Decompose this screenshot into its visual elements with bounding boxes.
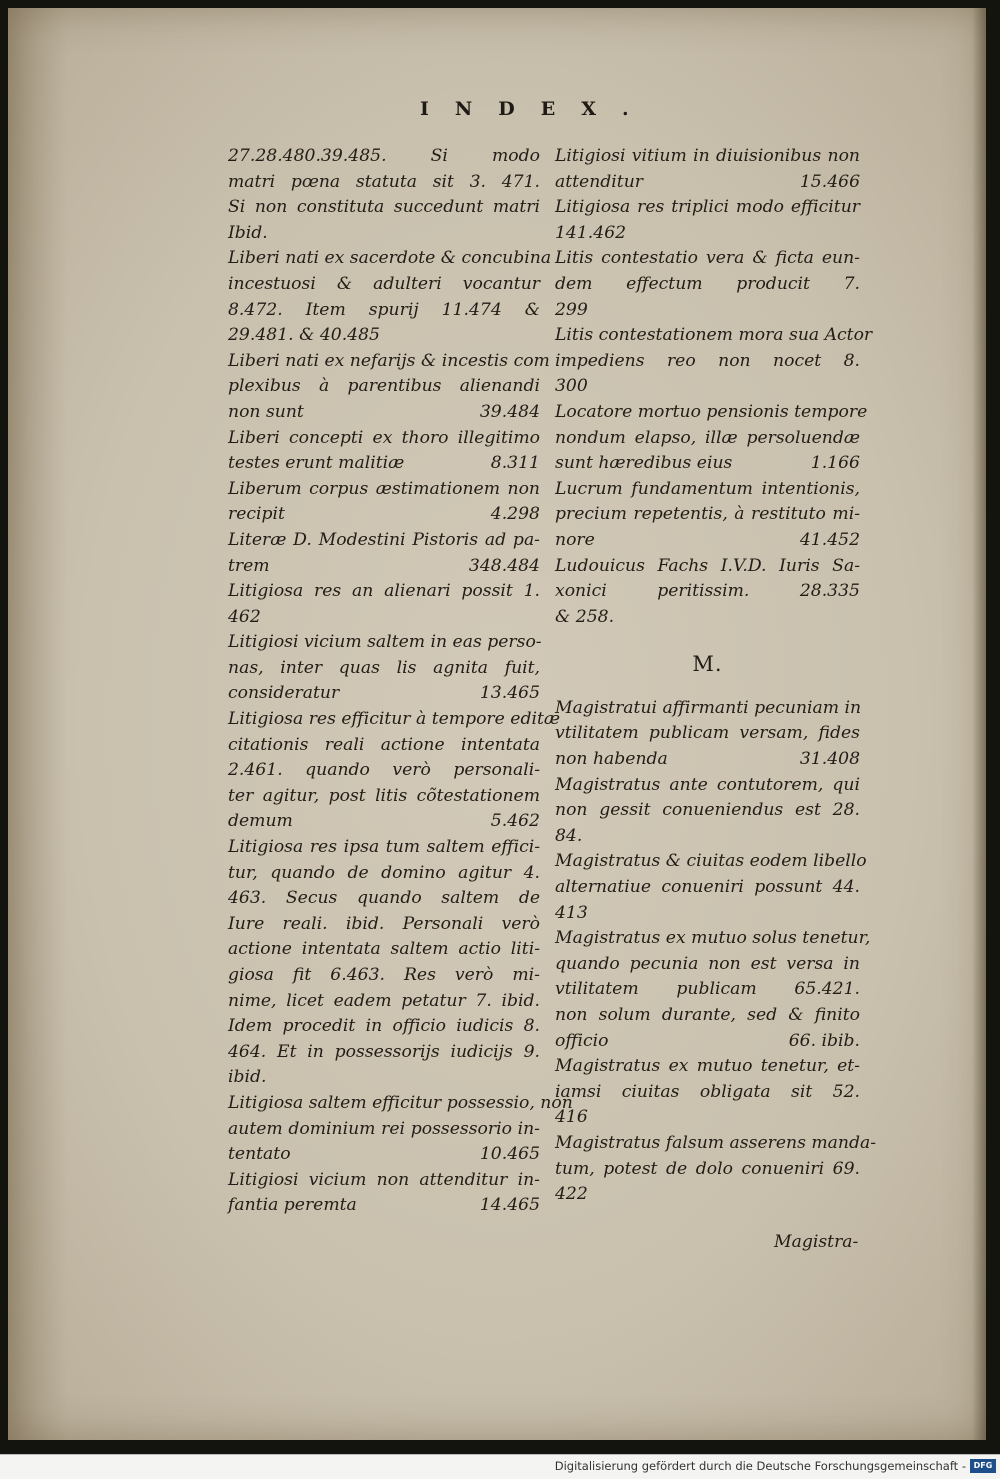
index-entry [555,400,868,477]
entry-line: Litigiosa res triplici modo efficitur [555,197,860,218]
entry-line: precium repetentis, à restituto mi- [555,504,860,525]
entry-line: Locatore mortuo pensionis tempore [555,401,868,422]
entry-line: Litis contestationem mora sua Actor [555,325,873,346]
entry-line: 84. [555,825,583,846]
entry-line: Ibid. [228,222,268,243]
entry-line: testes erunt malitiæ 8.311 [228,453,540,474]
entry-line: impediens reo non nocet 8. [555,350,860,371]
entry-line: Idem procedit in officio iudicis 8. [228,1016,540,1037]
index-entry [555,323,873,400]
index-entry [228,579,540,630]
entry-line: demum 5.462 [228,811,540,832]
entry-line: tur, quando de domino agitur 4. [228,862,540,883]
entry-line: Litis contestatio vera & ficta eun- [555,248,860,269]
entry-line: tum, potest de dolo conueniri 69. [555,1158,860,1179]
entry-line: recipit 4.298 [228,504,540,525]
entry-line: quando pecunia non est versa in [555,953,860,974]
gutter-shadow [8,8,68,1440]
entry-line: nore 41.452 [555,529,860,550]
index-entry [228,349,550,426]
entry-line: Litigiosa saltem efficitur possessio, non [228,1092,573,1113]
entry-line: xonici peritissim. 28.335 [555,581,860,602]
entry-line: Litigiosi vicium non attenditur in- [228,1169,540,1190]
entry-line: plexibus à parentibus alienandi [228,376,540,397]
entry-line: nime, licet eadem petatur 7. ibid. [228,990,540,1011]
entry-line: Lucrum fundamentum intentionis, [555,478,860,499]
entry-line: 299 [555,299,588,320]
entry-line: 422 [555,1184,588,1205]
entry-line: Litigiosa res efficitur à tempore editæ [228,709,561,730]
index-entry [228,630,540,707]
index-entry [228,426,540,477]
index-entry [228,528,540,579]
entry-line: Litigiosi vitium in diuisionibus non [555,146,860,166]
index-entry [228,477,540,528]
entry-line: ter agitur, post litis cõtestationem [228,785,540,806]
index-entry [228,144,540,246]
entry-line: nondum elapso, illæ persoluendæ [555,427,860,448]
footer-credit: Digitalisierung gefördert durch die Deutsche Forschungsgemeinschaft - [554,1459,966,1473]
entry-line: 300 [555,376,588,397]
entry-line: nas, inter quas lis agnita fuit, [228,657,540,678]
entry-line: vtilitatem publicam 65.421. [555,979,860,1000]
entry-line: giosa fit 6.463. Res verò mi- [228,965,540,985]
entry-line: 413 [555,902,588,923]
entry-line: citationis reali actione intentata [228,734,540,755]
entry-line: incestuosi & adulteri vocantur [228,273,540,294]
entry-line: Magistratus & ciuitas eodem libello [555,851,867,872]
entry-line: non habenda 31.408 [555,749,860,770]
index-entry [555,246,860,323]
digitization-footer [0,1454,1000,1479]
entry-line: Litigiosa res ipsa tum saltem effici- [228,837,540,858]
index-entry [555,477,860,554]
catchword: Magistra- [774,1232,859,1252]
entry-line: Magistratus ex mutuo tenetur, et- [555,1056,860,1077]
index-entry [555,926,871,1054]
index-entry [555,1054,860,1131]
index-entry [228,707,561,835]
entry-line: ibid. [228,1067,267,1088]
section-letter-m: M. [692,652,723,677]
index-column-right [555,144,877,1208]
entry-line: trem 348.484 [228,555,540,576]
entry-line: Magistratus ex mutuo solus tenetur, [555,928,871,949]
entry-line: consideratur 13.465 [228,683,540,704]
index-entries-l [555,144,873,630]
entry-line: Liberi nati ex sacerdote & concubina [228,248,552,269]
dfg-logo: DFG [970,1459,996,1473]
entry-line: Magistratus falsum asserens manda- [555,1132,877,1153]
index-entry [555,195,860,246]
entry-line: 416 [555,1107,588,1128]
index-entry [228,246,552,348]
entry-line: 8.472. Item spurij 11.474 & [228,299,540,320]
index-entry [555,554,860,631]
entry-line: Liberi concepti ex thoro illegitimo [228,427,540,448]
running-head: INDEX. [420,98,655,120]
entry-line: autem dominium rei possessorio in- [228,1118,540,1139]
entry-line: Literæ D. Modestini Pistoris ad pa- [228,529,540,550]
entry-line: actione intentata saltem actio liti- [228,939,540,960]
entry-line: & 258. [555,606,615,627]
entry-line: 462 [228,606,261,627]
entry-line: 463. Secus quando saltem de [228,888,540,909]
entry-line: non sunt 39.484 [228,401,540,422]
entry-line: 2.461. quando verò personali- [228,760,540,781]
index-entries-m [555,696,877,1208]
index-entry [228,835,540,1091]
entry-line: 141.462 [555,222,627,243]
index-entry [555,696,860,773]
entry-line: matri pœna statuta sit 3. 471. [228,171,540,192]
entry-line: Litigiosi vicium saltem in eas perso- [228,632,542,653]
entry-line: Magistratui affirmanti pecuniam in [555,697,862,718]
entry-line: Si non constituta succedunt matri [228,197,540,218]
index-entry [228,1168,540,1219]
entry-line: dem effectum producit 7. [555,273,860,294]
entry-line: alternatiue conueniri possunt 44. [555,877,860,898]
page-edge-shadow [972,8,986,1440]
entry-line: sunt hæredibus eius 1.166 [555,453,860,474]
entry-line: Liberum corpus æstimationem non [228,478,540,499]
entry-line: officio 66. ibib. [555,1030,860,1051]
index-entry [555,1131,877,1208]
entry-line: Ludouicus Fachs I.V.D. Iuris Sa- [555,555,860,576]
entry-line: 29.481. & 40.485 [228,325,380,346]
entry-line: non solum durante, sed & finito [555,1005,860,1025]
entry-line: vtilitatem publicam versam, fides [555,723,860,744]
entry-line: 464. Et in possessorijs iudicijs 9. [228,1041,540,1062]
index-entry [555,849,867,926]
entry-line: 27.28.480.39.485. Si modo [228,146,540,166]
index-entry [555,773,860,850]
index-entry [555,144,860,195]
entry-line: Magistratus ante contutorem, qui [555,774,860,795]
entry-line: iamsi ciuitas obligata sit 52. [555,1081,860,1102]
entry-line: fantia peremta 14.465 [228,1195,540,1216]
entry-line: Litigiosa res an alienari possit 1. [228,581,540,602]
entry-line: Iure reali. ibid. Personali verò [228,913,540,934]
entry-line: Liberi nati ex nefarijs & incestis com [228,350,550,371]
entry-line: attenditur 15.466 [555,171,860,192]
entry-line: non gessit conueniendus est 28. [555,800,860,821]
entry-line: tentato 10.465 [228,1144,540,1165]
